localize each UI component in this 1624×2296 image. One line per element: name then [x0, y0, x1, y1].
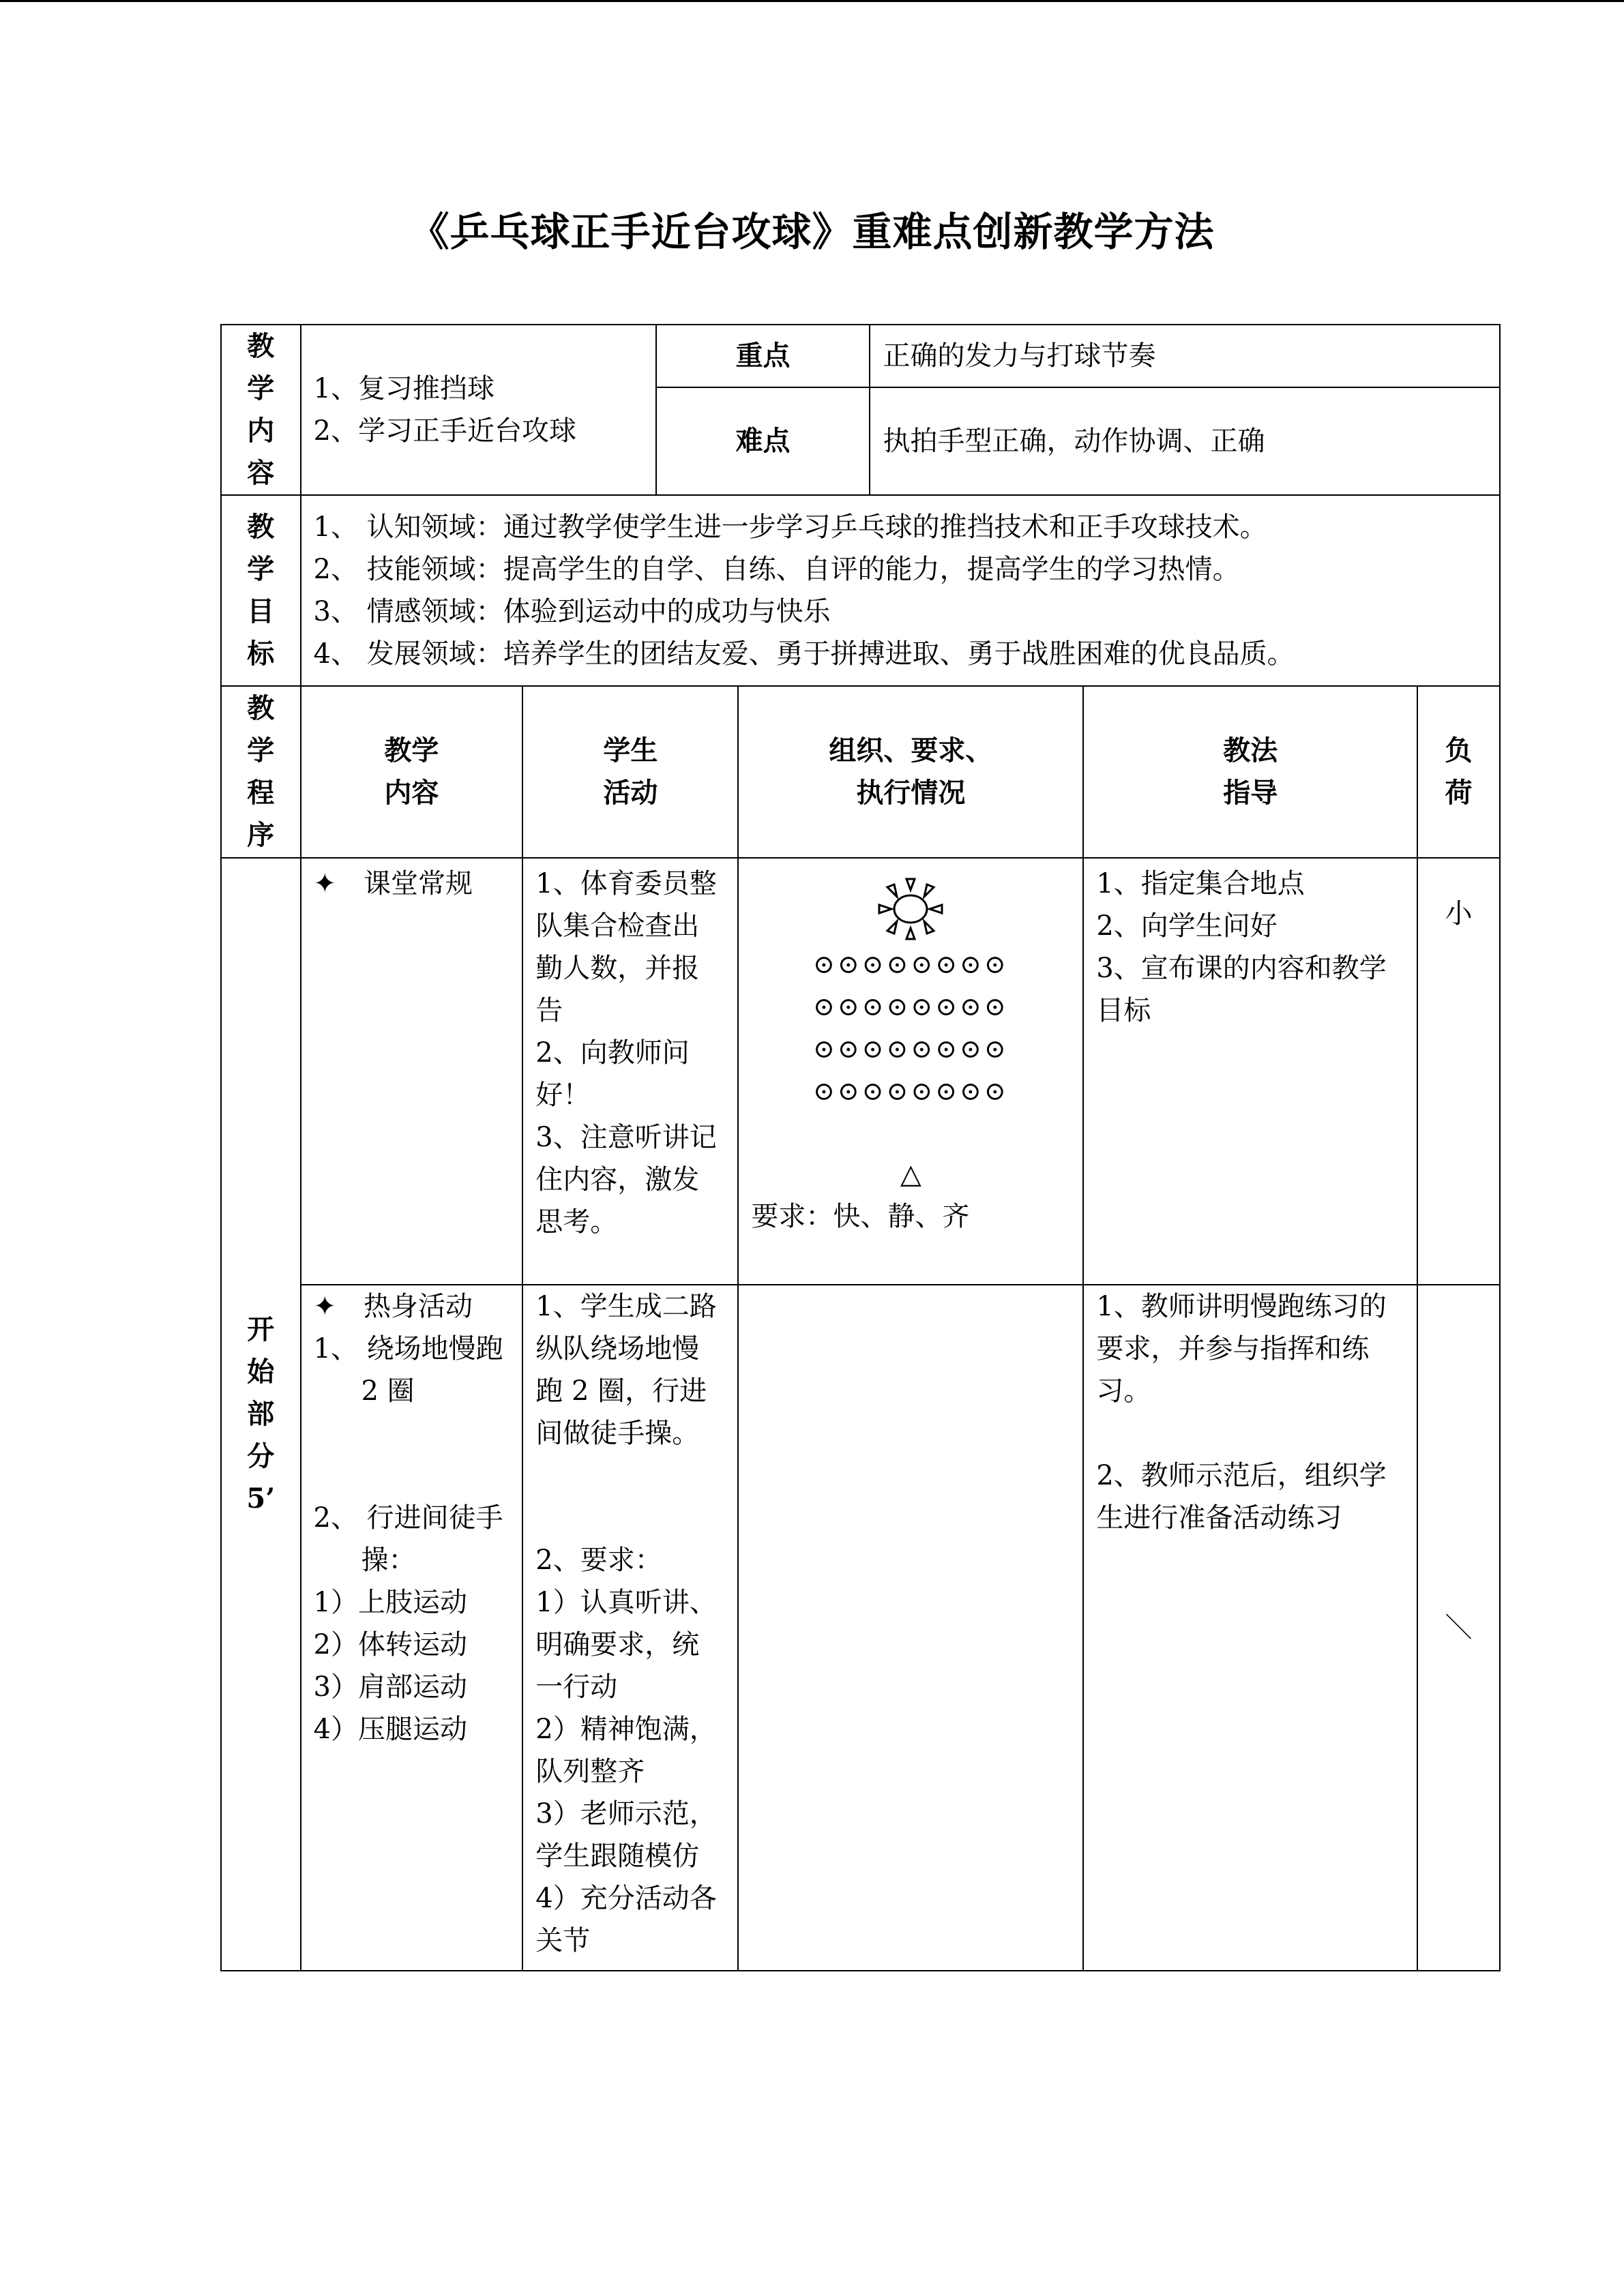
warmup-subitem: 3）肩部运动 — [313, 1671, 467, 1703]
content-items — [301, 325, 656, 495]
method-item: 1、指定集合地点 — [1096, 868, 1305, 899]
header-load: 负 荷 — [1417, 686, 1500, 858]
lesson-plan — [220, 324, 1501, 1971]
goals-label: 教 学 目 标 — [221, 495, 301, 686]
warmup-student-activity: 1、学生成二路纵队绕场地慢跑 2 圈，行进间做徒手操。 2、要求： 1）认真听讲、明确要求，统一行动 2）精神饱满，队列整齐 3）老师示范，学生跟随模仿 4）充分活动各关节 — [522, 1285, 738, 1971]
content-label: 教 学 内 容 — [221, 325, 301, 495]
header-method: 教法 指导 — [1083, 686, 1417, 858]
header-content: 教学 内容 — [301, 686, 523, 858]
header-student-activity: 学生 活动 — [522, 686, 738, 858]
student-activity-item: 1、体育委员整队集合检查出勤人数，并报告 — [535, 868, 717, 1026]
goals-items — [301, 495, 1501, 686]
warmup-organization — [738, 1285, 1083, 1971]
teacher-triangle-icon: △ — [900, 1159, 921, 1190]
warmup-method: 1、教师讲明慢跑练习的要求，并参与指挥和练习。 2、教师示范后，组织学生进行准备活动练习 — [1083, 1285, 1417, 1971]
key-point-text: 正确的发力与打球节奏 — [870, 325, 1500, 387]
warmup-item: 2、 行进间徒手操： — [313, 1502, 503, 1576]
difficult-point-label: 难点 — [656, 387, 870, 495]
student-activity-item: 3、注意听讲记住内容，激发思考。 — [535, 1122, 717, 1238]
student-row: ⊙⊙⊙⊙⊙⊙⊙⊙ — [813, 1076, 1009, 1106]
warmup-subitem: 2）体转运动 — [313, 1629, 467, 1660]
warmup-load: ＼ — [1417, 1285, 1500, 1971]
method-item: 2、向学生问好 — [1096, 910, 1278, 942]
content-item: 1、复习推挡球 — [313, 373, 494, 404]
routine-load: 小 — [1417, 858, 1500, 1285]
routine-method — [1083, 858, 1417, 1285]
goal-item: 3、 情感领域：体验到运动中的成功与快乐 — [313, 596, 831, 627]
warmup-subitem: 1）上肢运动 — [313, 1587, 467, 1618]
formation-requirement: 要求：快、静、齐 — [751, 1201, 970, 1232]
routine-student-activity — [522, 858, 738, 1285]
difficult-point-text: 执拍手型正确，动作协调、正确 — [870, 387, 1500, 495]
student-row: ⊙⊙⊙⊙⊙⊙⊙⊙ — [813, 992, 1009, 1022]
formation-diagram — [738, 858, 1083, 1285]
content-item: 2、学习正手近台攻球 — [313, 415, 576, 447]
requirement-item: 2）精神饱满，队列整齐 — [535, 1714, 717, 1787]
routine-content: ✦ 课堂常规 — [301, 858, 523, 1285]
requirement-item: 1）认真听讲、明确要求，统一行动 — [535, 1587, 717, 1703]
student-row: ⊙⊙⊙⊙⊙⊙⊙⊙ — [813, 1034, 1009, 1064]
header-organization: 组织、要求、 执行情况 — [738, 686, 1083, 858]
lesson-plan-table — [220, 324, 1501, 1971]
page-title: 《乒乓球正手近台攻球》重难点创新教学方法 — [409, 209, 1215, 255]
goal-item: 1、 认知领域：通过教学使学生进一步学习乒乓球的推挡技术和正手攻球技术。 — [313, 511, 1267, 543]
warmup-subitem: 4）压腿运动 — [313, 1714, 467, 1745]
student-activity-item: 2、向教师问好！ — [535, 1037, 690, 1111]
requirement-item: 4）充分活动各关节 — [535, 1883, 717, 1956]
procedure-label: 教 学 程 序 — [221, 686, 301, 858]
sun-icon — [870, 875, 951, 943]
method-item: 3、宣布课的内容和教学目标 — [1096, 953, 1387, 1026]
goal-item: 4、 发展领域：培养学生的团结友爱、勇于拼搏进取、勇于战胜困难的优良品质。 — [313, 638, 1295, 670]
warmup-item: 1、 绕场地慢跑 2 圈 — [313, 1333, 503, 1407]
top-border — [0, 0, 1624, 2]
student-row: ⊙⊙⊙⊙⊙⊙⊙⊙ — [813, 949, 1009, 979]
start-part-label: 开 始 部 分 5’ — [221, 858, 301, 1971]
warmup-content: ✦ 热身活动 1、 绕场地慢跑 2 圈 2、 行进间徒手操： 1）上肢运动 2）体转运动 3）肩部运动 4）压腿运动 — [301, 1285, 523, 1971]
goal-item: 2、 技能领域：提高学生的自学、自练、自评的能力，提高学生的学习热情。 — [313, 554, 1240, 585]
requirement-item: 3）老师示范，学生跟随模仿 — [535, 1798, 717, 1872]
key-point-label: 重点 — [656, 325, 870, 387]
